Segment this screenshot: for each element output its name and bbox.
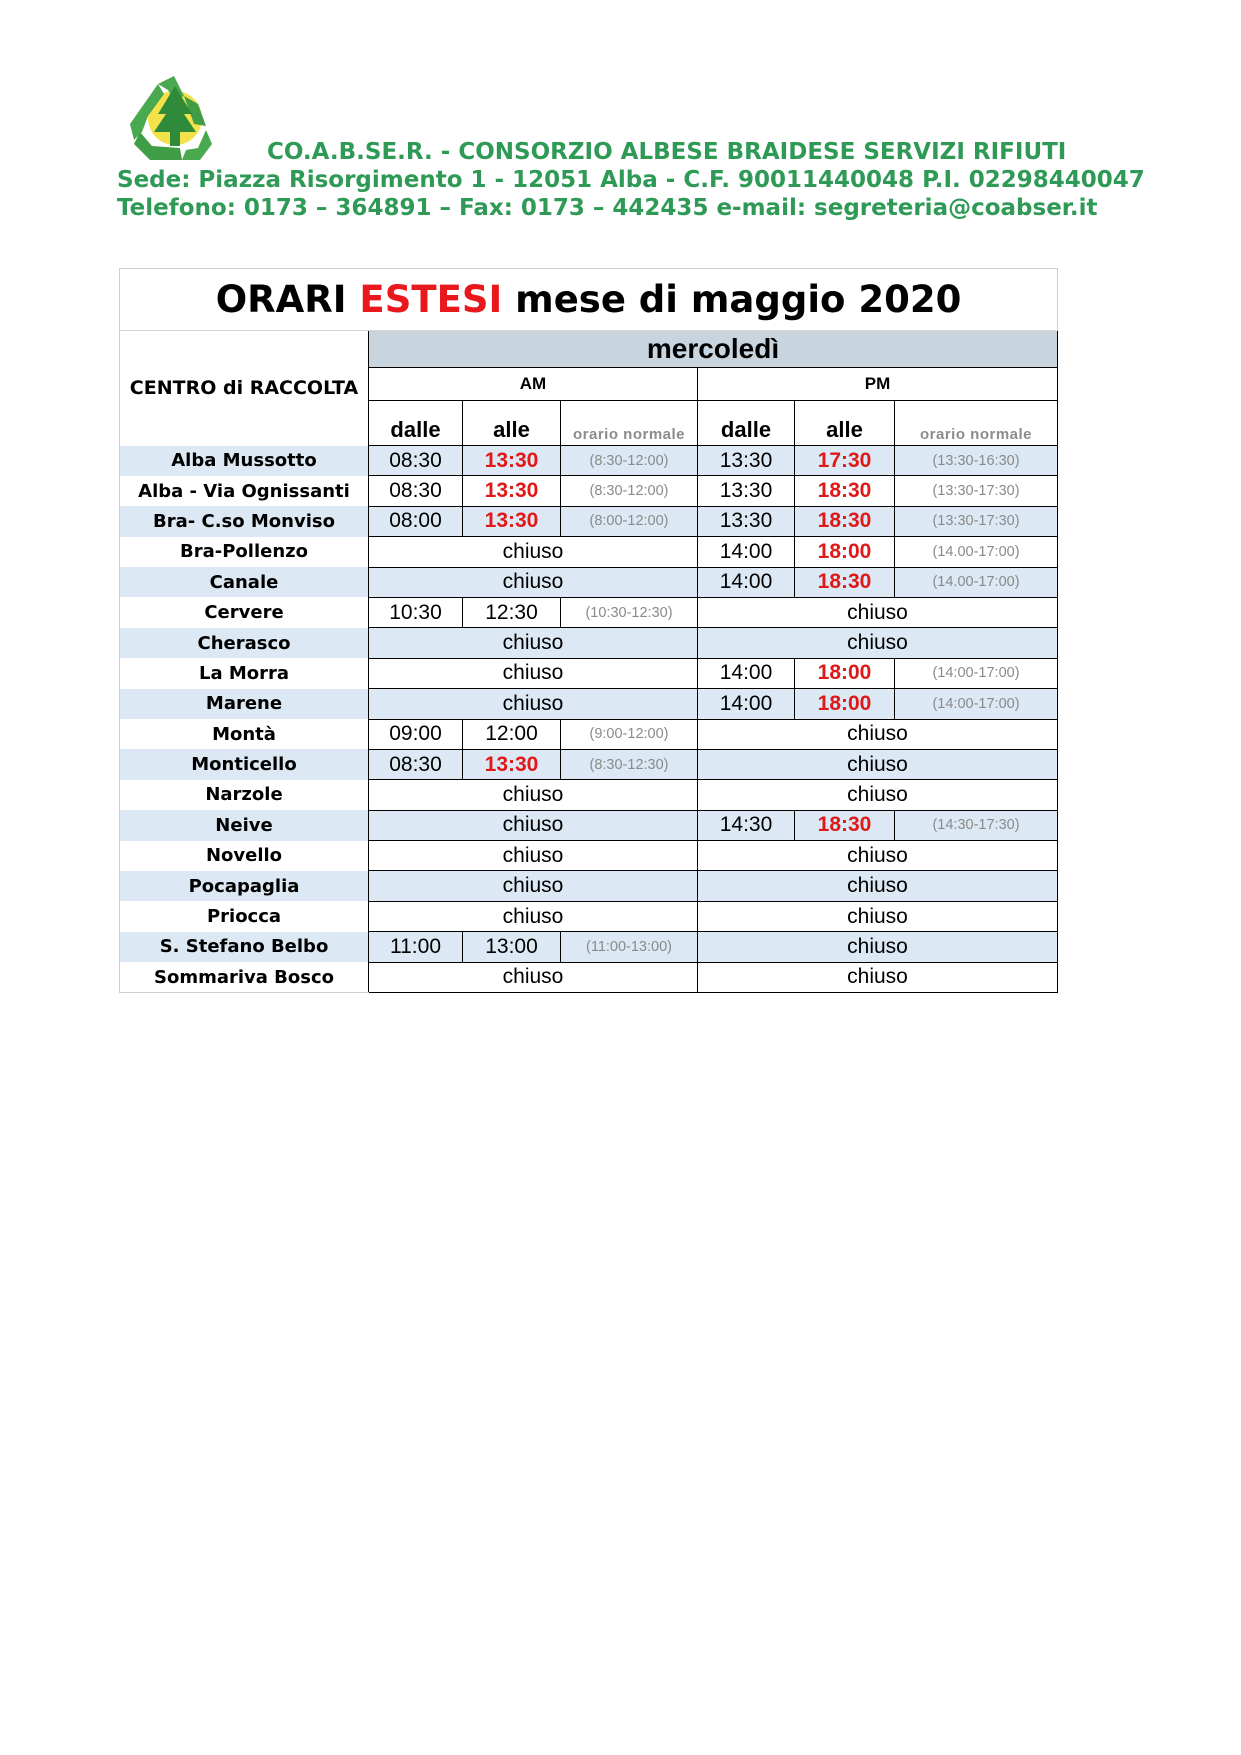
am-closed: chiuso bbox=[369, 780, 698, 810]
am-closed: chiuso bbox=[369, 537, 698, 567]
centro-name: Narzole bbox=[120, 780, 369, 810]
table-row bbox=[120, 719, 1058, 749]
table-row bbox=[120, 932, 1058, 962]
am-closed: chiuso bbox=[369, 962, 698, 992]
pm-closed: chiuso bbox=[698, 719, 1058, 749]
consortium-name: CO.A.B.SE.R. - CONSORZIO ALBESE BRAIDESE SERVIZI RIFIUTI bbox=[267, 139, 1067, 165]
centro-name: Montà bbox=[120, 719, 369, 749]
pm-header: PM bbox=[698, 368, 1058, 401]
table-row bbox=[120, 537, 1058, 567]
am-closed: chiuso bbox=[369, 658, 698, 688]
pm-normal-hours: (13:30-16:30) bbox=[895, 446, 1058, 476]
am-dalle-header: dalle bbox=[369, 401, 463, 446]
title-suffix: mese di maggio 2020 bbox=[502, 278, 962, 321]
am-to-time: 13:30 bbox=[463, 749, 561, 779]
pm-to-time: 18:00 bbox=[795, 537, 895, 567]
pm-alle-header: alle bbox=[795, 401, 895, 446]
schedule-table bbox=[119, 268, 1058, 993]
pm-from-time: 14:30 bbox=[698, 810, 795, 840]
consortium-contacts: Telefono: 0173 – 364891 – Fax: 0173 – 442435 e-mail: segreteria@coabser.it bbox=[117, 195, 1098, 221]
am-normal-hours: (10:30-12:30) bbox=[561, 597, 698, 627]
am-normal-hours: (8:30-12:00) bbox=[561, 476, 698, 506]
am-closed: chiuso bbox=[369, 628, 698, 658]
table-row bbox=[120, 597, 1058, 627]
am-closed: chiuso bbox=[369, 871, 698, 901]
am-closed: chiuso bbox=[369, 901, 698, 931]
am-normal-hours: (8:30-12:00) bbox=[561, 446, 698, 476]
table-row bbox=[120, 810, 1058, 840]
am-to-time: 13:30 bbox=[463, 446, 561, 476]
consortium-address: Sede: Piazza Risorgimento 1 - 12051 Alba - C.F. 90011440048 P.I. 02298440047 bbox=[117, 167, 1145, 193]
table-row bbox=[120, 871, 1058, 901]
table-row bbox=[120, 446, 1058, 476]
centro-name: Sommariva Bosco bbox=[120, 962, 369, 992]
am-from-time: 09:00 bbox=[369, 719, 463, 749]
pm-from-time: 13:30 bbox=[698, 476, 795, 506]
centro-name: Cervere bbox=[120, 597, 369, 627]
pm-normal-hours: (13:30-17:30) bbox=[895, 476, 1058, 506]
am-to-time: 13:30 bbox=[463, 476, 561, 506]
pm-closed: chiuso bbox=[698, 871, 1058, 901]
pm-closed: chiuso bbox=[698, 749, 1058, 779]
centro-name: Marene bbox=[120, 689, 369, 719]
pm-to-time: 18:00 bbox=[795, 658, 895, 688]
pm-normal-hours: (13:30-17:30) bbox=[895, 506, 1058, 536]
pm-dalle-header: dalle bbox=[698, 401, 795, 446]
pm-normal-hours: (14:30-17:30) bbox=[895, 810, 1058, 840]
am-to-time: 13:30 bbox=[463, 506, 561, 536]
centro-name: Pocapaglia bbox=[120, 871, 369, 901]
pm-from-time: 14:00 bbox=[698, 689, 795, 719]
table-row bbox=[120, 780, 1058, 810]
pm-from-time: 14:00 bbox=[698, 658, 795, 688]
pm-normal-hours: (14:00-17:00) bbox=[895, 689, 1058, 719]
pm-closed: chiuso bbox=[698, 962, 1058, 992]
centro-name: Neive bbox=[120, 810, 369, 840]
table-row bbox=[120, 901, 1058, 931]
am-from-time: 10:30 bbox=[369, 597, 463, 627]
am-from-time: 08:30 bbox=[369, 446, 463, 476]
title-highlight: ESTESI bbox=[359, 278, 503, 321]
centro-name: Priocca bbox=[120, 901, 369, 931]
centro-name: Cherasco bbox=[120, 628, 369, 658]
pm-closed: chiuso bbox=[698, 780, 1058, 810]
am-to-time: 12:00 bbox=[463, 719, 561, 749]
am-normal-hours: (11:00-13:00) bbox=[561, 932, 698, 962]
table-row bbox=[120, 628, 1058, 658]
pm-to-time: 18:00 bbox=[795, 689, 895, 719]
pm-to-time: 18:30 bbox=[795, 476, 895, 506]
pm-closed: chiuso bbox=[698, 932, 1058, 962]
am-to-time: 12:30 bbox=[463, 597, 561, 627]
pm-closed: chiuso bbox=[698, 901, 1058, 931]
pm-closed: chiuso bbox=[698, 597, 1058, 627]
pm-from-time: 14:00 bbox=[698, 567, 795, 597]
pm-closed: chiuso bbox=[698, 841, 1058, 871]
am-closed: chiuso bbox=[369, 810, 698, 840]
col-centro-header: CENTRO di RACCOLTA bbox=[120, 331, 369, 446]
am-closed: chiuso bbox=[369, 841, 698, 871]
centro-name: Alba - Via Ognissanti bbox=[120, 476, 369, 506]
table-row bbox=[120, 476, 1058, 506]
pm-normal-hours: (14.00-17:00) bbox=[895, 537, 1058, 567]
table-row bbox=[120, 689, 1058, 719]
am-closed: chiuso bbox=[369, 689, 698, 719]
pm-from-time: 13:30 bbox=[698, 506, 795, 536]
am-normale-header: orario normale bbox=[561, 401, 698, 446]
schedule-title bbox=[120, 269, 1058, 331]
am-from-time: 08:00 bbox=[369, 506, 463, 536]
am-alle-header: alle bbox=[463, 401, 561, 446]
centro-name: Bra- C.so Monviso bbox=[120, 506, 369, 536]
centro-name: La Morra bbox=[120, 658, 369, 688]
centro-name: Bra-Pollenzo bbox=[120, 537, 369, 567]
pm-to-time: 18:30 bbox=[795, 567, 895, 597]
table-row bbox=[120, 506, 1058, 536]
table-row bbox=[120, 962, 1058, 992]
pm-to-time: 18:30 bbox=[795, 810, 895, 840]
coabser-logo bbox=[122, 74, 224, 164]
pm-normal-hours: (14:00-17:00) bbox=[895, 658, 1058, 688]
table-row bbox=[120, 567, 1058, 597]
centro-name: Monticello bbox=[120, 749, 369, 779]
am-normal-hours: (8:00-12:00) bbox=[561, 506, 698, 536]
table-row bbox=[120, 658, 1058, 688]
pm-to-time: 17:30 bbox=[795, 446, 895, 476]
centro-name: Alba Mussotto bbox=[120, 446, 369, 476]
am-from-time: 11:00 bbox=[369, 932, 463, 962]
table-row bbox=[120, 841, 1058, 871]
centro-name: Canale bbox=[120, 567, 369, 597]
title-prefix: ORARI bbox=[215, 278, 360, 321]
am-normal-hours: (8:30-12:30) bbox=[561, 749, 698, 779]
table-row bbox=[120, 749, 1058, 779]
am-from-time: 08:30 bbox=[369, 476, 463, 506]
pm-from-time: 13:30 bbox=[698, 446, 795, 476]
centro-name: Novello bbox=[120, 841, 369, 871]
am-from-time: 08:30 bbox=[369, 749, 463, 779]
pm-to-time: 18:30 bbox=[795, 506, 895, 536]
pm-from-time: 14:00 bbox=[698, 537, 795, 567]
pm-normal-hours: (14.00-17:00) bbox=[895, 567, 1058, 597]
day-header: mercoledì bbox=[369, 331, 1058, 368]
am-closed: chiuso bbox=[369, 567, 698, 597]
am-normal-hours: (9:00-12:00) bbox=[561, 719, 698, 749]
am-to-time: 13:00 bbox=[463, 932, 561, 962]
centro-name: S. Stefano Belbo bbox=[120, 932, 369, 962]
pm-normale-header: orario normale bbox=[895, 401, 1058, 446]
pm-closed: chiuso bbox=[698, 628, 1058, 658]
am-header: AM bbox=[369, 368, 698, 401]
